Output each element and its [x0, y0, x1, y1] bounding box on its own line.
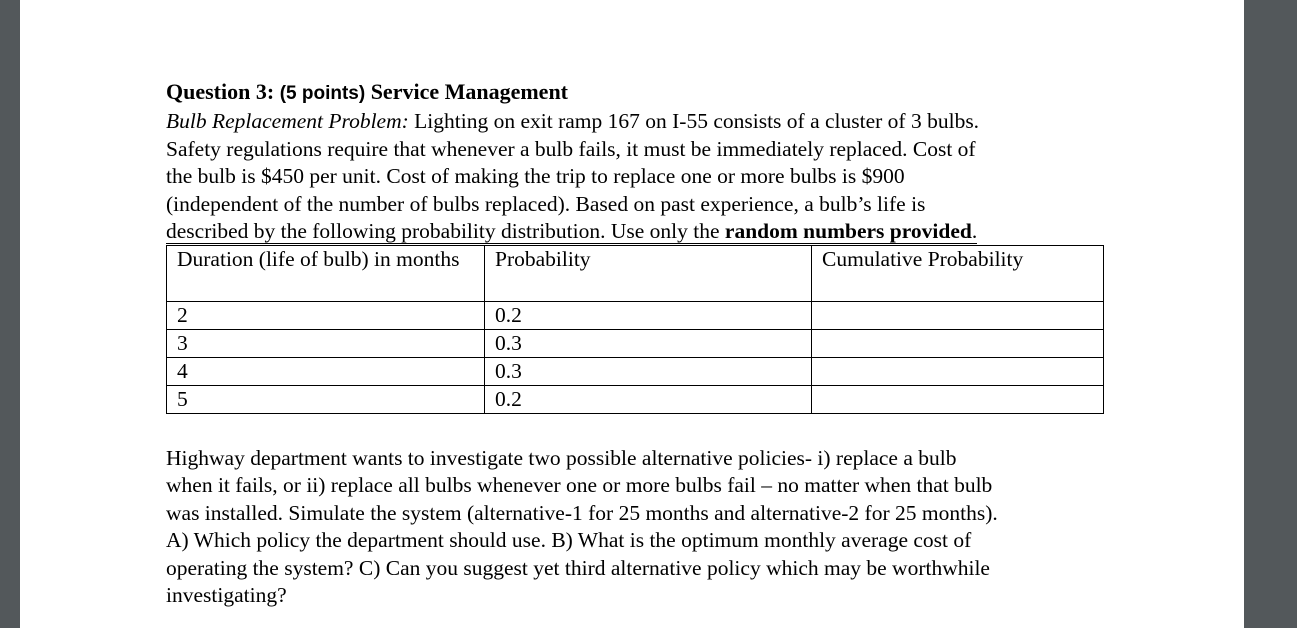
probability-cell: 0.2: [485, 301, 812, 329]
followup-line-3: was installed. Simulate the system (alternative-1 for 25 months and alternative-2 for 25 months).: [166, 500, 998, 525]
header-probability: Probability: [485, 245, 812, 301]
problem-line-2: Safety regulations require that whenever a bulb fails, it must be immediately replaced. Cost of: [166, 136, 976, 161]
question-heading: [166, 78, 1106, 108]
problem-line-1: Bulb Replacement Problem: Lighting on exit ramp 167 on I-55 consists of a cluster of 3 bulbs.: [166, 109, 980, 133]
probability-cell: 0.3: [485, 329, 812, 357]
followup-line-5: operating the system? C) Can you suggest yet third alternative policy which may be worthwhile: [166, 555, 990, 580]
table-row: [167, 301, 1104, 329]
table-row: [167, 357, 1104, 385]
duration-cell: 5: [167, 385, 485, 413]
probability-cell: 0.3: [485, 357, 812, 385]
cumulative-cell[interactable]: [812, 385, 1104, 413]
question-number: Question 3:: [166, 79, 280, 104]
probability-cell: 0.2: [485, 385, 812, 413]
table-header-row: [167, 245, 1104, 301]
header-duration: Duration (life of bulb) in months: [167, 245, 485, 301]
followup-questions: [166, 445, 1106, 610]
problem-line-3: the bulb is $450 per unit. Cost of making the trip to replace one or more bulbs is $900: [166, 164, 905, 188]
duration-cell: 2: [167, 301, 485, 329]
followup-line-6: investigating?: [166, 583, 287, 607]
question-points: (5 points): [279, 83, 366, 104]
probability-distribution-table: [166, 245, 1104, 414]
table-row: [167, 385, 1104, 413]
cumulative-cell[interactable]: [812, 301, 1104, 329]
random-numbers-emphasis: random numbers provided: [724, 219, 972, 243]
followup-line-4: A) Which policy the department should use. B) What is the optimum monthly average cost of: [166, 528, 972, 552]
followup-line-2: when it fails, or ii) replace all bulbs whenever one or more bulbs fail – no matter when that bulb: [166, 473, 993, 497]
header-cumulative: Cumulative Probability: [812, 245, 1104, 301]
duration-cell: 4: [167, 357, 485, 385]
followup-line-1: Highway department wants to investigate two possible alternative policies- i) replace a bulb: [166, 445, 957, 470]
cumulative-cell[interactable]: [812, 329, 1104, 357]
question-content: [166, 78, 1106, 610]
question-topic: Service Management: [365, 79, 569, 104]
problem-line-4: (independent of the number of bulbs replaced). Based on past experience, a bulb’s life is: [166, 191, 926, 216]
problem-statement: [166, 108, 1106, 246]
problem-line-5: described by the following probability distribution. Use only the random numbers provided.: [166, 219, 978, 243]
duration-cell: 3: [167, 329, 485, 357]
table-row: [167, 329, 1104, 357]
document-page: [20, 0, 1244, 628]
problem-title: Bulb Replacement Problem:: [166, 109, 409, 133]
cumulative-cell[interactable]: [812, 357, 1104, 385]
